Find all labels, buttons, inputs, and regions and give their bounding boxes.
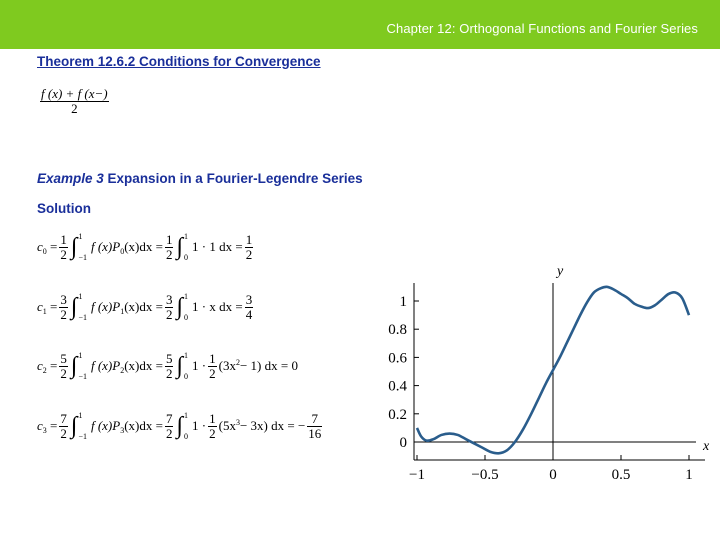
frac-numerator: 1: [209, 410, 216, 426]
integral-upper-limit: 1: [78, 292, 83, 301]
poly-subscript: 2: [120, 365, 125, 375]
average-formula-numerator: f (x) + f (x−): [41, 86, 108, 101]
integral-sign: ∫: [176, 353, 184, 379]
frac-numerator: 3: [60, 291, 67, 307]
frac-numerator: 5: [60, 350, 67, 366]
integral-sign: ∫: [70, 413, 78, 439]
fourier-legendre-plot: [360, 258, 716, 486]
integral-upper-limit: 1: [184, 351, 189, 360]
integrand: f (x)P: [90, 298, 121, 314]
frac-denominator: 2: [165, 246, 173, 262]
result-denominator: 16: [308, 425, 322, 441]
exponent: 2: [235, 358, 240, 367]
integrand-prefix: 1 ·: [192, 418, 207, 433]
result-numerator: 1: [245, 231, 253, 247]
frac-denominator: 2: [60, 425, 67, 441]
chapter-title: Chapter 12: Orthogonal Functions and Fourier Series: [386, 21, 698, 36]
integrand-simplified: 1 · 1 dx =: [192, 239, 243, 254]
integrand-tail: (x)dx =: [124, 238, 163, 254]
coef-symbol: c: [37, 417, 43, 433]
solution-label: Solution: [37, 201, 91, 216]
integrand: f (x)P: [90, 417, 121, 433]
frac-denominator: 2: [209, 425, 216, 441]
integral-lower-limit: −1: [78, 313, 87, 322]
y-tick-label: 0.2: [388, 406, 407, 423]
example-description: Expansion in a Fourier-Legendre Series: [103, 171, 363, 186]
integrand: f (x)P: [90, 238, 121, 254]
x-tick-label: −0.5: [471, 467, 499, 483]
frac-denominator: 2: [165, 425, 173, 441]
x-tick-label: −1: [409, 467, 425, 483]
integral-lower-limit: −1: [78, 372, 87, 381]
polynomial-tail: − 1) dx = 0: [239, 358, 298, 373]
frac-denominator: 2: [165, 365, 173, 381]
coef-subscript: 2: [42, 365, 47, 375]
result-numerator: 7: [307, 412, 322, 427]
coef-subscript: 0: [42, 246, 47, 256]
integral-lower-limit: 0: [184, 432, 189, 441]
integrand-tail: (x)dx =: [124, 357, 163, 373]
coef-symbol: c: [37, 298, 43, 314]
coef-symbol: c: [37, 357, 43, 373]
integral-sign: ∫: [176, 294, 184, 320]
theorem-title: Theorem 12.6.2 Conditions for Convergence: [37, 54, 321, 69]
y-tick-label: 0.4: [388, 378, 407, 395]
frac-numerator: 1: [60, 231, 67, 247]
poly-subscript: 0: [120, 246, 125, 256]
integral-upper-limit: 1: [78, 351, 83, 360]
polynomial-tail: − 3x) dx = −: [239, 418, 306, 433]
y-tick-label: 0: [399, 435, 407, 451]
integral-sign: ∫: [70, 353, 78, 379]
poly-subscript: 1: [120, 306, 125, 316]
coef-symbol: c: [37, 238, 43, 254]
polynomial-expression: (3x: [218, 358, 236, 373]
y-tick-label: 1: [399, 294, 407, 310]
average-formula: [40, 87, 109, 115]
x-tick-label: 1: [685, 467, 693, 483]
integral-upper-limit: 1: [184, 411, 189, 420]
integrand-tail: (x)dx =: [124, 417, 163, 433]
example-label: Example 3: [37, 171, 104, 186]
coef-subscript: 3: [42, 425, 47, 435]
equation-c3: $c_3$ = $\frac{7}{2}$ ∫ 1 −1 f $(x)P_3(x)dx$ = $\frac{7}{2}$ ∫ 1 0 1 · $\frac{1}{2}$ $(5x^3- 3x)$ dx = − $\frac{7}{16}$: [37, 410, 322, 441]
exponent: 3: [235, 418, 240, 427]
result-denominator: 2: [245, 246, 253, 262]
frac-denominator: 2: [165, 306, 173, 322]
y-axis-label: y: [557, 264, 564, 279]
integrand-tail: (x)dx =: [124, 298, 163, 314]
integral-lower-limit: −1: [78, 432, 87, 441]
frac-numerator: 5: [165, 350, 173, 366]
y-tick-label: 0.6: [388, 350, 407, 367]
frac-denominator: 2: [60, 306, 67, 322]
example-title: [37, 171, 363, 186]
integral-upper-limit: 1: [78, 411, 83, 420]
frac-denominator: 2: [60, 365, 67, 381]
equation-c2: $c_2$ = $\frac{5}{2}$ ∫ 1 −1 f $(x)P_2(x)dx$ = $\frac{5}{2}$ ∫ 1 0 1 · $\frac{1}{2}$ $(3x^2- 1)$ dx = 0: [37, 350, 298, 381]
frac-numerator: 1: [165, 231, 173, 247]
polynomial-expression: (5x: [218, 418, 236, 433]
coef-subscript: 1: [42, 306, 47, 316]
frac-numerator: 1: [209, 350, 216, 366]
frac-denominator: 2: [209, 365, 216, 381]
frac-numerator: 7: [60, 410, 67, 426]
integral-upper-limit: 1: [184, 292, 189, 301]
frac-numerator: 7: [165, 410, 173, 426]
y-tick-label: 0.8: [388, 322, 407, 339]
result-denominator: 4: [245, 306, 253, 322]
x-axis-label: x: [703, 439, 710, 454]
integral-lower-limit: −1: [78, 253, 87, 262]
integral-lower-limit: 0: [184, 253, 189, 262]
integrand: f (x)P: [90, 357, 121, 373]
equation-c0: $c_0$ = $\frac{1}{2}$ ∫ 1 −1 f $(x)P_0(x)dx$ = $\frac{1}{2}$ ∫ 1 0 1 · 1 dx = $\frac{1}{2}$: [37, 231, 253, 262]
x-tick-label: 0.5: [611, 467, 631, 483]
integral-upper-limit: 1: [78, 232, 83, 241]
result-numerator: 3: [245, 291, 253, 307]
integral-lower-limit: 0: [184, 372, 189, 381]
equation-c1: $c_1$ = $\frac{3}{2}$ ∫ 1 −1 f $(x)P_1(x)dx$ = $\frac{3}{2}$ ∫ 1 0 1 · x dx = $\frac{3}{4}$: [37, 291, 253, 322]
integrand-prefix: 1 ·: [192, 358, 207, 373]
frac-numerator: 3: [165, 291, 173, 307]
integral-sign: ∫: [70, 234, 78, 260]
frac-denominator: 2: [60, 246, 67, 262]
poly-subscript: 3: [120, 425, 125, 435]
integral-sign: ∫: [176, 234, 184, 260]
integral-sign: ∫: [176, 413, 184, 439]
average-formula-denominator: 2: [71, 100, 78, 116]
integral-lower-limit: 0: [184, 313, 189, 322]
integral-sign: ∫: [70, 294, 78, 320]
x-tick-label: 0: [549, 467, 557, 483]
integrand-simplified: 1 · x dx =: [192, 299, 243, 314]
integral-upper-limit: 1: [184, 232, 189, 241]
